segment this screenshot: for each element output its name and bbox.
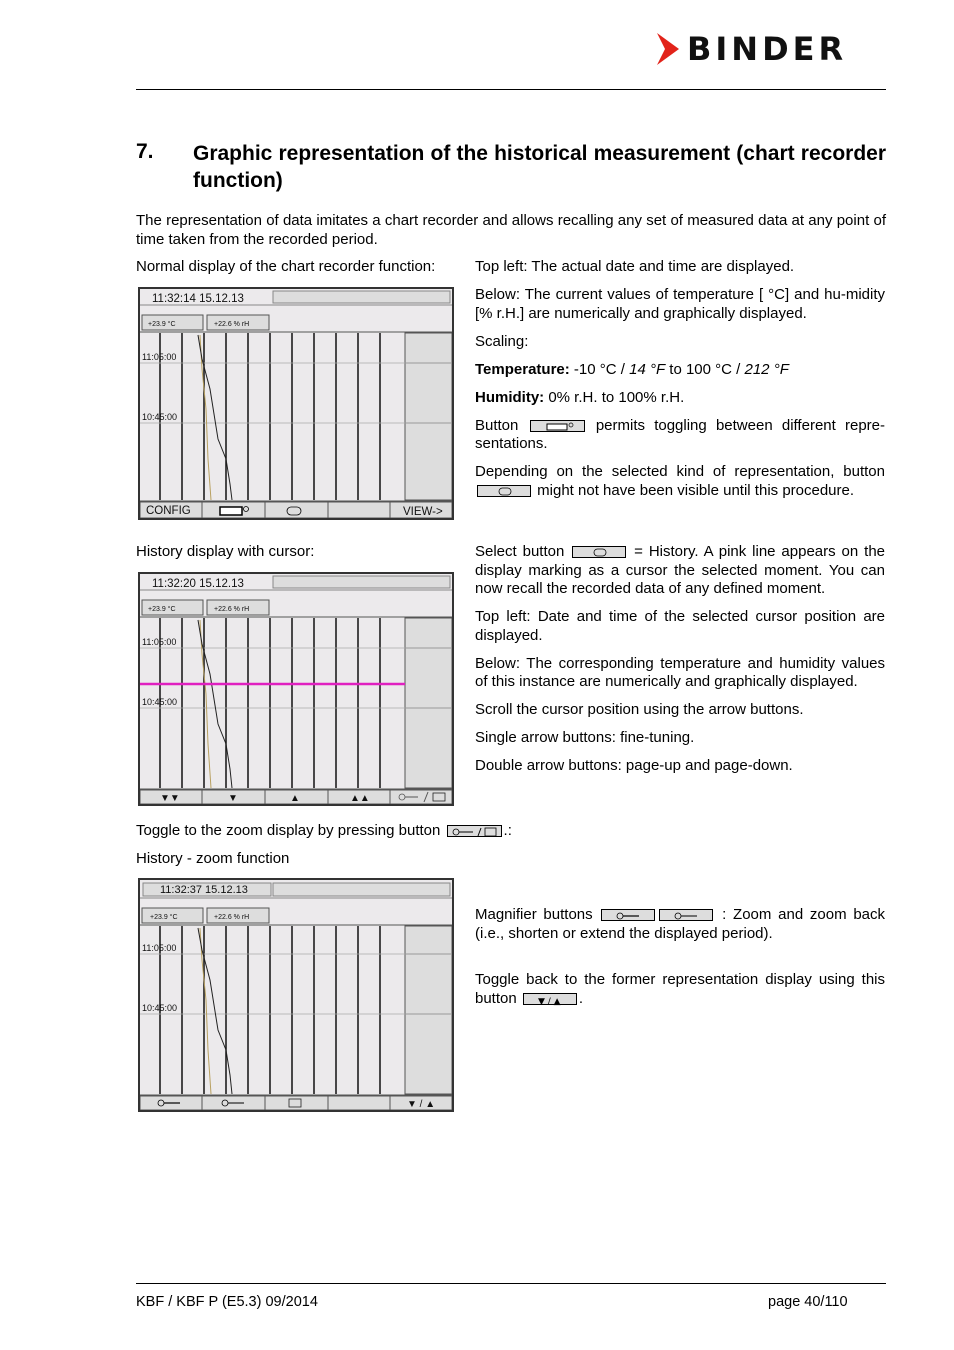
chart-recorder-screen-normal [138,287,454,520]
binder-logo-mark-icon [655,33,679,65]
block2-p1 [475,543,885,599]
section-number: 7. [136,140,154,163]
screen2-hum: +22.6 % rH [214,606,250,613]
block1-p3: Scaling: [475,332,529,350]
block3-p1b: : Zoom and zoom back (i.e., shorten or extend the displayed period). [475,906,885,942]
screen2-time-1: 11:05:00 [142,637,177,647]
toggle-zoom-a: Toggle to the zoom display by pressing button [136,822,441,839]
history-button-icon-2 [572,546,626,558]
footer-doc-id: KBF / KBF P (E5.3) 09/2014 [136,1294,318,1310]
screen-normal-graphic [140,289,452,518]
screen3-toggle-back-button: ▼ / ▲ [407,1099,436,1110]
temp-b: 14 °F [629,360,666,378]
screen-cursor-graphic [140,574,452,804]
section-title: Graphic representation of the historical measurement (chart recorder function) [193,142,886,192]
block1-p6b: permits toggling between different repre-sentations. [475,416,886,452]
block1-p6 [475,417,885,454]
temp-c: to 100 °C / [665,360,745,378]
screen1-temp: +23.9 °C [148,321,176,328]
block1-p7a: Depending on the selected kind of representation, button [475,463,885,480]
header-rule [136,89,886,90]
block1-p1: Top left: The actual date and time are displayed. [475,258,795,275]
screen3-temp: +23.9 °C [150,914,178,921]
binder-logo-text: BINDER [687,30,848,68]
history-button-icon [477,485,531,497]
block3-p1 [475,906,885,943]
block1-text [475,258,885,510]
temp-label: Temperature: [475,360,570,378]
footer-page-number: page 40/110 [768,1294,848,1310]
block2-p2: Top left: Date and time of the selected cursor position are displayed. [475,608,885,644]
screen2-step-up-button: ▲ [290,793,300,804]
screen3-time-2: 10:45:00 [142,1003,178,1013]
hum-label: Humidity: [475,388,545,406]
zoom-function-label: History - zoom function [136,850,290,867]
hum-text: 0% r.H. to 100% r.H. [544,388,685,406]
screen1-time-1: 11:05:00 [142,352,177,362]
block1-p2: Below: The current values of temperature [ °C] and hu-midity [% r.H.] are numerically and graphically displayed. [475,286,885,322]
block2-text [475,543,885,785]
screen1-view-button: VIEW-> [403,506,443,518]
toggle-representation-button-icon [530,420,585,432]
block3-p2b: . [578,989,584,1007]
block1-p7b: might not have been visible until this procedure. [537,481,855,499]
screen1-hum: +22.6 % rH [214,321,250,328]
chart-recorder-screen-cursor [138,572,454,806]
block3-text [475,906,885,1018]
block2-p3: Below: The corresponding temperature and humidity values of this instance are numerically and graphically displayed. [475,654,885,690]
block3-p1a: Magnifier buttons [475,906,593,923]
block2-p4: Scroll the cursor position using the arrow buttons. [475,701,804,718]
screen2-step-down-button: ▼ [228,793,238,804]
screen2-time-2: 10:45:00 [142,697,178,707]
screen2-datetime: 11:32:20 15.12.13 [152,578,244,590]
toggle-zoom-line [136,822,512,841]
zoom-out-button-icon [659,909,713,921]
block1-p6a: Button [475,416,519,434]
screen1-time-2: 10:45:00 [142,412,178,422]
screen2-temp: +23.9 °C [148,606,176,613]
zoom-in-button-icon [601,909,655,921]
chart-recorder-screen-zoom [138,878,454,1112]
screen2-page-up-button: ▲▲ [350,793,370,804]
toggle-back-button-icon [523,993,577,1005]
block1-p7 [475,463,885,500]
screen3-datetime: 11:32:37 15.12.13 [160,884,248,896]
block2-p5: Single arrow buttons: fine-tuning. [475,729,695,746]
svg-text:▼ / ▲: ▼ / ▲ [537,996,561,1006]
block2-p6: Double arrow buttons: page-up and page-down. [475,757,793,774]
block3-p2 [475,971,885,1008]
normal-display-label: Normal display of the chart recorder function: [136,258,436,275]
history-cursor-label: History display with cursor: [136,543,315,560]
screen1-datetime: 11:32:14 15.12.13 [152,293,244,305]
screen2-page-down-button: ▼▼ [160,793,180,804]
binder-logo [655,30,847,68]
temp-a: -10 °C / [569,360,630,378]
intro-paragraph: The representation of data imitates a chart recorder and allows recalling any set of measured data at any point of time taken from the recorded period. [136,212,886,248]
block1-temperature-scaling [475,361,885,380]
screen1-config-button: CONFIG [146,505,191,517]
screen3-hum: +22.6 % rH [214,914,250,921]
footer-rule [136,1283,886,1284]
zoom-toggle-button-icon [447,825,502,837]
block2-p1a: Select button [475,543,565,560]
block2-p1b: = History. A pink line appears on the display marking as a cursor the selected moment. You can now recall the recorded data of any defined moment. [475,543,886,597]
block3-p2a: Toggle back to the former representation display using this button [475,971,885,1007]
screen3-time-1: 11:05:00 [142,943,177,953]
toggle-zoom-b: .: [503,822,512,839]
temp-d: 212 °F [744,360,789,378]
block1-humidity-scaling [475,389,885,408]
screen-zoom-graphic [140,880,452,1110]
